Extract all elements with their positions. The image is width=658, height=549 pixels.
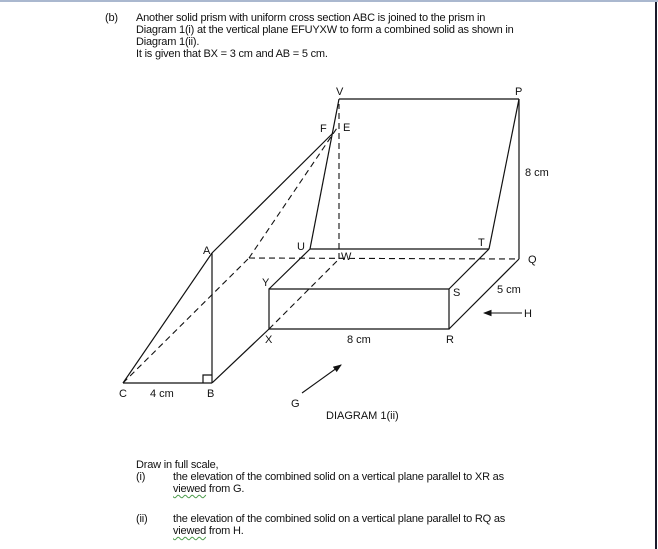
item-2-viewed: viewed (173, 525, 207, 537)
part-label: (b) (105, 12, 118, 24)
hidden-edge-xw (269, 259, 339, 329)
label-y: Y (262, 277, 270, 289)
label-s: S (453, 287, 461, 299)
item-2-line1: the elevation of the combined solid on a vertical plane parallel to RQ as (173, 513, 506, 525)
edge-ca (123, 253, 212, 383)
item-1-from: from G. (206, 483, 245, 495)
edge-bx (212, 329, 269, 383)
label-q: Q (528, 254, 537, 266)
item-1-line1: the elevation of the combined solid on a vertical plane parallel to XR as (173, 471, 504, 483)
label-x: X (265, 334, 273, 346)
intro-line-4: It is given that BX = 3 cm and AB = 5 cm. (136, 48, 328, 60)
measure-cb: 4 cm (150, 388, 174, 400)
intro-line-1: Another solid prism with uniform cross section ABC is joined to the prism in (136, 12, 486, 24)
label-e: E (343, 122, 351, 134)
edge-af (212, 133, 333, 253)
diagram-caption: DIAGRAM 1(ii) (326, 410, 399, 422)
hidden-edge-c (123, 258, 249, 383)
hidden-edge-e (249, 128, 337, 258)
item-1-viewed: viewed (173, 483, 207, 495)
arrow-g (302, 365, 341, 393)
instruction-lead: Draw in full scale, (136, 459, 219, 471)
measure-rq: 5 cm (497, 284, 521, 296)
label-f: F (320, 123, 327, 135)
intro-line-2: Diagram 1(i) at the vertical plane EFUYXW to form a combined solid as shown in (136, 24, 514, 36)
intro-line-3: Diagram 1(ii). (136, 36, 200, 48)
label-w: W (341, 251, 352, 263)
item-1-line2 (173, 483, 244, 495)
right-angle-mark (203, 375, 212, 383)
edge-st (449, 249, 489, 289)
label-t: T (478, 237, 485, 249)
face-xysr (269, 289, 449, 329)
edge-pt (489, 99, 519, 249)
edge-vu (310, 99, 339, 249)
label-g: G (291, 398, 300, 410)
measure-xr: 8 cm (347, 334, 371, 346)
label-a: A (203, 245, 211, 257)
item-2-line2 (173, 525, 244, 537)
label-u: U (297, 241, 305, 253)
item-1-label: (i) (136, 471, 146, 483)
item-2-label: (ii) (136, 513, 148, 525)
label-r: R (446, 334, 454, 346)
edge-yu (269, 249, 310, 289)
label-p: P (515, 86, 523, 98)
label-h: H (524, 308, 532, 320)
item-2-from: from H. (206, 525, 244, 537)
label-v: V (336, 86, 344, 98)
label-b: B (207, 388, 215, 400)
label-c: C (119, 388, 127, 400)
measure-pq: 8 cm (525, 167, 549, 179)
